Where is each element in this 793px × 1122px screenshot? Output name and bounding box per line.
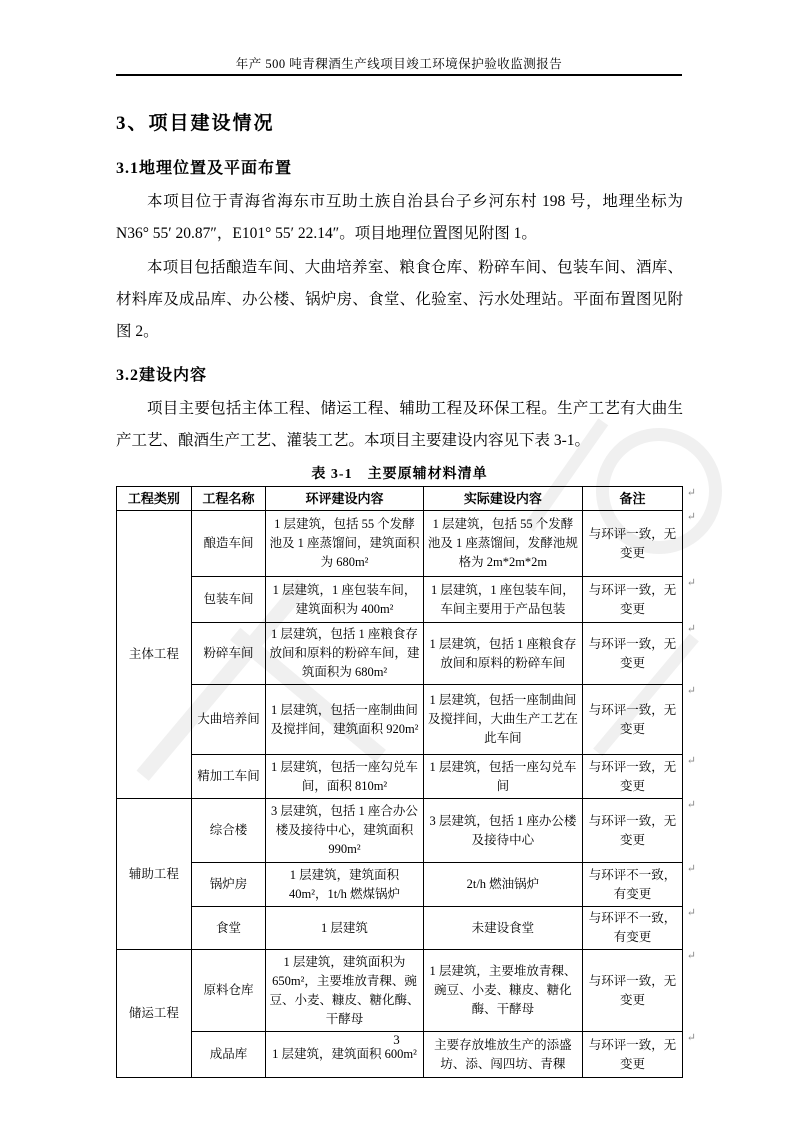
column-header-remark <box>583 487 696 511</box>
remark-cell <box>583 863 696 907</box>
actual-content-cell: 1 层建筑，包括 55 个发酵池及 1 座蒸馏间，发酵池规格为 2m*2m*2m <box>423 511 582 577</box>
project-name-cell: 成品库 <box>191 1032 266 1078</box>
column-header-category: 工程类别 <box>117 487 192 511</box>
project-name-cell: 包装车间 <box>191 577 266 623</box>
remark-text: 与环评一致，无变更 <box>588 702 677 736</box>
return-mark-icon: ↵ <box>686 487 696 499</box>
eia-content-cell: 1 层建筑，包括一座勾兑车间，面积 810m² <box>266 755 423 799</box>
return-mark-icon: ↵ <box>686 577 696 589</box>
remark-text: 与环评一致，无变更 <box>588 1037 677 1071</box>
project-name-cell: 综合楼 <box>191 799 266 863</box>
remark-text: 与环评一致，无变更 <box>588 636 677 670</box>
table-header-row <box>117 487 683 511</box>
eia-content-cell: 1 层建筑，1 座包装车间，建筑面积为 400m² <box>266 577 423 623</box>
eia-content-cell: 1 层建筑，包括一座制曲间及搅拌间，建筑面积 920m² <box>266 685 423 755</box>
actual-content-cell: 主要存放堆放生产的添盛坊、添、闯四坊、青稞 <box>423 1032 582 1078</box>
project-name-cell: 酿造车间 <box>191 511 266 577</box>
return-mark-icon: ↵ <box>686 511 696 523</box>
column-header-actual-content: 实际建设内容 <box>423 487 582 511</box>
return-mark-icon: ↵ <box>686 799 696 811</box>
remark-cell <box>583 755 696 799</box>
remark-cell <box>583 577 696 623</box>
project-name-cell: 精加工车间 <box>191 755 266 799</box>
actual-content-cell: 2t/h 燃油锅炉 <box>423 863 582 907</box>
eia-content-cell: 1 层建筑，建筑面积 40m²，1t/h 燃煤锅炉 <box>266 863 423 907</box>
table-row <box>117 685 683 755</box>
table-row <box>117 907 683 950</box>
paragraph-facilities: 本项目包括酿造车间、大曲培养室、粮食仓库、粉碎车间、包装车间、酒库、材料库及成品库、办公楼、锅炉房、食堂、化验室、污水处理站。平面布置图见附图 2。 <box>116 259 683 340</box>
return-mark-icon: ↵ <box>686 685 696 697</box>
remark-text: 与环评不一致，有变更 <box>588 867 677 901</box>
table-row <box>117 863 683 907</box>
project-name-cell: 粉碎车间 <box>191 623 266 685</box>
return-mark-icon: ↵ <box>686 623 696 635</box>
project-name-cell: 食堂 <box>191 907 266 950</box>
column-header-remark-label: 备注 <box>619 491 646 506</box>
project-name-cell: 原料仓库 <box>191 950 266 1032</box>
return-mark-icon: ↵ <box>686 950 696 962</box>
section-heading-3: 3、项目建设情况 <box>116 113 275 134</box>
remark-cell <box>583 685 696 755</box>
return-mark-icon: ↵ <box>686 1032 696 1044</box>
paragraph-construction-content: 项目主要包括主体工程、储运工程、辅助工程及环保工程。生产工艺有大曲生产工艺、酿酒生产工艺、灌装工艺。本项目主要建设内容见下表 3-1。 <box>116 400 683 449</box>
table-row <box>117 623 683 685</box>
return-mark-icon: ↵ <box>686 863 696 875</box>
section-heading-3-2: 3.2建设内容 <box>116 367 208 384</box>
remark-cell <box>583 623 696 685</box>
document-body <box>116 100 696 1078</box>
eia-content-cell: 1 层建筑 <box>266 907 423 950</box>
table-row <box>117 511 683 577</box>
page-header-title: 年产 500 吨青稞酒生产线项目竣工环境保护验收监测报告 <box>235 57 563 71</box>
actual-content-cell: 1 层建筑，主要堆放青稞、豌豆、小麦、糠皮、糖化酶、干酵母 <box>423 950 582 1032</box>
return-mark-icon: ↵ <box>686 907 696 919</box>
remark-text: 与环评一致，无变更 <box>588 759 677 793</box>
category-cell-storage: 储运工程 <box>117 950 192 1078</box>
eia-content-cell: 1 层建筑，包括 1 座粮食存放间和原料的粉碎车间，建筑面积为 680m² <box>266 623 423 685</box>
actual-content-cell: 1 层建筑，1 座包装车间，车间主要用于产品包装 <box>423 577 582 623</box>
actual-content-cell: 未建设食堂 <box>423 907 582 950</box>
table-caption: 表 3-1 主要原辅材料清单 <box>311 467 488 482</box>
project-name-cell: 大曲培养间 <box>191 685 266 755</box>
header-divider <box>116 74 682 76</box>
remark-text: 与环评一致，无变更 <box>588 526 677 560</box>
actual-content-cell: 1 层建筑，包括 1 座粮食存放间和原料的粉碎车间 <box>423 623 582 685</box>
remark-cell <box>583 799 696 863</box>
table-row <box>117 755 683 799</box>
section-heading-3-1: 3.1地理位置及平面布置 <box>116 160 293 177</box>
table-row <box>117 950 683 1032</box>
remark-cell <box>583 907 696 950</box>
return-mark-icon: ↵ <box>686 755 696 767</box>
eia-content-cell: 1 层建筑，包括 55 个发酵池及 1 座蒸馏间，建筑面积为 680m² <box>266 511 423 577</box>
actual-content-cell: 3 层建筑，包括 1 座办公楼及接待中心 <box>423 799 582 863</box>
eia-content-cell: 1 层建筑，建筑面积为 650m²，主要堆放青稞、豌豆、小麦、糠皮、糖化酶、干酵母 <box>266 950 423 1032</box>
construction-content-table <box>116 486 696 1078</box>
column-header-name: 工程名称 <box>191 487 266 511</box>
remark-cell <box>583 511 696 577</box>
remark-cell <box>583 950 696 1032</box>
remark-text: 与环评一致，无变更 <box>588 973 677 1007</box>
eia-content-cell: 3 层建筑，包括 1 座合办公楼及接待中心，建筑面积 990m² <box>266 799 423 863</box>
remark-text: 与环评一致，无变更 <box>588 582 677 616</box>
category-cell-main: 主体工程 <box>117 511 192 799</box>
paragraph-location: 本项目位于青海省海东市互助土族自治县台子乡河东村 198 号，地理坐标为 N36° 55′ 20.87″，E101° 55′ 22.14″。项目地理位置图见附图 1。 <box>116 193 683 242</box>
project-name-cell: 锅炉房 <box>191 863 266 907</box>
page-number: 3 <box>393 1032 400 1047</box>
remark-text: 与环评一致，无变更 <box>588 813 677 847</box>
actual-content-cell: 1 层建筑，包括一座勾兑车间 <box>423 755 582 799</box>
category-cell-auxiliary: 辅助工程 <box>117 799 192 950</box>
remark-text: 与环评不一致，有变更 <box>588 911 677 944</box>
column-header-eia-content: 环评建设内容 <box>266 487 423 511</box>
actual-content-cell: 1 层建筑，包括一座制曲间及搅拌间，大曲生产工艺在此车间 <box>423 685 582 755</box>
eia-content-cell: 1 层建筑，建筑面积 600m² <box>266 1032 423 1078</box>
table-row <box>117 577 683 623</box>
table-row <box>117 799 683 863</box>
